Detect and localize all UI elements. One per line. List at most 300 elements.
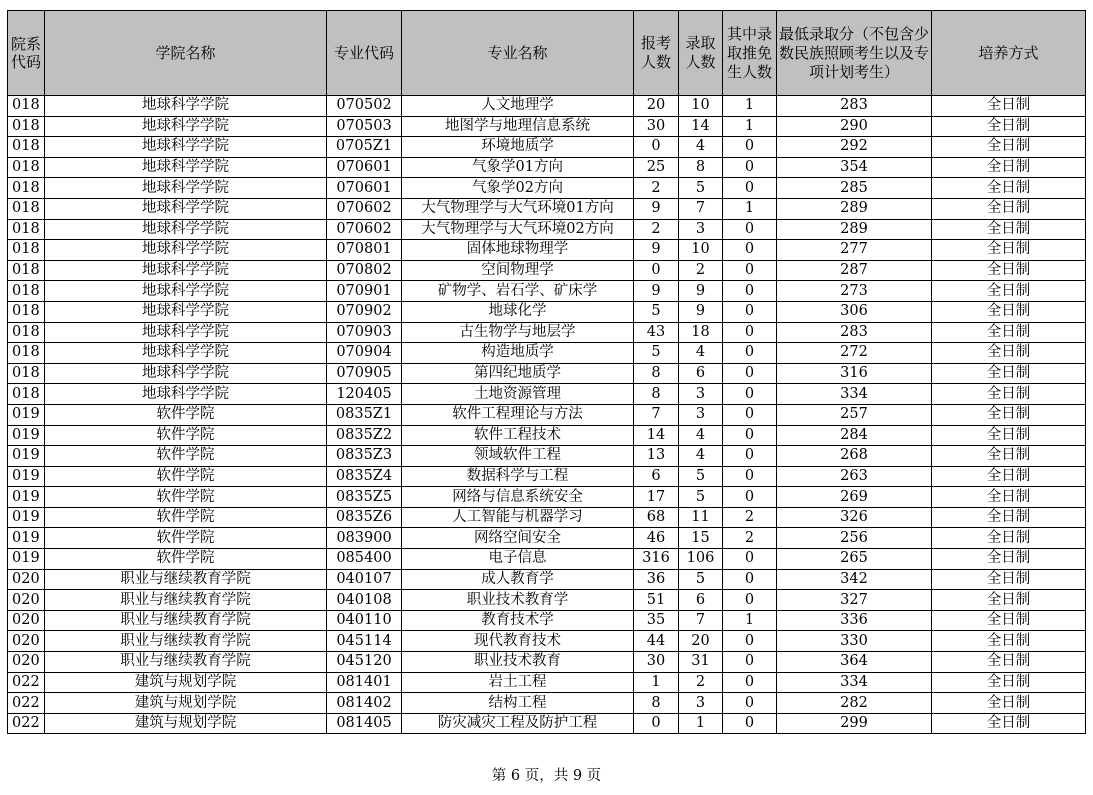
cell-applicants: 5 bbox=[634, 343, 679, 364]
cell-exempt: 0 bbox=[723, 549, 777, 570]
table-row bbox=[8, 528, 1086, 549]
cell-dept-code: 018 bbox=[8, 137, 45, 158]
table-row bbox=[8, 446, 1086, 467]
cell-mode: 全日制 bbox=[932, 569, 1086, 590]
cell-applicants: 9 bbox=[634, 240, 679, 261]
cell-applicants: 8 bbox=[634, 384, 679, 405]
cell-major-code: 0705Z1 bbox=[327, 137, 402, 158]
cell-min-score: 285 bbox=[777, 178, 932, 199]
cell-exempt: 0 bbox=[723, 301, 777, 322]
cell-major-code: 081405 bbox=[327, 713, 402, 734]
cell-applicants: 0 bbox=[634, 137, 679, 158]
cell-admitted: 9 bbox=[679, 281, 723, 302]
cell-exempt: 0 bbox=[723, 343, 777, 364]
cell-applicants: 7 bbox=[634, 404, 679, 425]
cell-exempt: 0 bbox=[723, 446, 777, 467]
cell-min-score: 290 bbox=[777, 116, 932, 137]
cell-min-score: 268 bbox=[777, 446, 932, 467]
cell-dept-code: 022 bbox=[8, 713, 45, 734]
cell-exempt: 2 bbox=[723, 528, 777, 549]
cell-exempt: 1 bbox=[723, 116, 777, 137]
cell-min-score: 289 bbox=[777, 198, 932, 219]
cell-major-name: 软件工程技术 bbox=[402, 425, 634, 446]
cell-exempt: 1 bbox=[723, 96, 777, 117]
cell-dept-name: 软件学院 bbox=[45, 466, 327, 487]
cell-exempt: 0 bbox=[723, 672, 777, 693]
cell-applicants: 2 bbox=[634, 219, 679, 240]
cell-applicants: 46 bbox=[634, 528, 679, 549]
cell-major-name: 职业技术教育 bbox=[402, 652, 634, 673]
cell-major-name: 气象学01方向 bbox=[402, 157, 634, 178]
cell-dept-code: 020 bbox=[8, 652, 45, 673]
cell-major-code: 040110 bbox=[327, 610, 402, 631]
cell-dept-code: 022 bbox=[8, 693, 45, 714]
cell-admitted: 31 bbox=[679, 652, 723, 673]
cell-min-score: 273 bbox=[777, 281, 932, 302]
cell-major-code: 070601 bbox=[327, 157, 402, 178]
cell-mode: 全日制 bbox=[932, 466, 1086, 487]
table-header-row bbox=[8, 11, 1086, 96]
table-row bbox=[8, 260, 1086, 281]
cell-applicants: 43 bbox=[634, 322, 679, 343]
cell-major-code: 081402 bbox=[327, 693, 402, 714]
cell-dept-name: 地球科学学院 bbox=[45, 157, 327, 178]
cell-mode: 全日制 bbox=[932, 610, 1086, 631]
cell-min-score: 256 bbox=[777, 528, 932, 549]
cell-admitted: 5 bbox=[679, 178, 723, 199]
cell-applicants: 6 bbox=[634, 466, 679, 487]
cell-exempt: 0 bbox=[723, 363, 777, 384]
cell-dept-name: 软件学院 bbox=[45, 404, 327, 425]
cell-exempt: 0 bbox=[723, 466, 777, 487]
cell-major-code: 070602 bbox=[327, 198, 402, 219]
cell-dept-code: 019 bbox=[8, 466, 45, 487]
cell-major-name: 土地资源管理 bbox=[402, 384, 634, 405]
header-mode: 培养方式 bbox=[932, 11, 1086, 96]
table-row bbox=[8, 549, 1086, 570]
cell-major-name: 地图学与地理信息系统 bbox=[402, 116, 634, 137]
cell-admitted: 1 bbox=[679, 713, 723, 734]
cell-major-code: 070901 bbox=[327, 281, 402, 302]
cell-min-score: 287 bbox=[777, 260, 932, 281]
cell-major-code: 0835Z1 bbox=[327, 404, 402, 425]
cell-admitted: 4 bbox=[679, 137, 723, 158]
cell-dept-name: 地球科学学院 bbox=[45, 198, 327, 219]
cell-dept-name: 地球科学学院 bbox=[45, 384, 327, 405]
table-row bbox=[8, 652, 1086, 673]
cell-applicants: 68 bbox=[634, 507, 679, 528]
cell-dept-name: 建筑与规划学院 bbox=[45, 713, 327, 734]
page-footer: 第 6 页，共 9 页 bbox=[491, 768, 602, 784]
cell-applicants: 44 bbox=[634, 631, 679, 652]
cell-major-code: 081401 bbox=[327, 672, 402, 693]
table-row bbox=[8, 137, 1086, 158]
table-row bbox=[8, 713, 1086, 734]
cell-dept-name: 地球科学学院 bbox=[45, 137, 327, 158]
cell-dept-code: 020 bbox=[8, 631, 45, 652]
cell-dept-code: 019 bbox=[8, 404, 45, 425]
cell-dept-code: 018 bbox=[8, 219, 45, 240]
cell-major-name: 环境地质学 bbox=[402, 137, 634, 158]
cell-major-code: 045114 bbox=[327, 631, 402, 652]
cell-admitted: 106 bbox=[679, 549, 723, 570]
cell-min-score: 277 bbox=[777, 240, 932, 261]
cell-dept-name: 地球科学学院 bbox=[45, 281, 327, 302]
cell-major-code: 070902 bbox=[327, 301, 402, 322]
cell-dept-name: 职业与继续教育学院 bbox=[45, 590, 327, 611]
cell-applicants: 20 bbox=[634, 96, 679, 117]
cell-exempt: 0 bbox=[723, 260, 777, 281]
cell-mode: 全日制 bbox=[932, 322, 1086, 343]
cell-admitted: 5 bbox=[679, 466, 723, 487]
cell-dept-code: 018 bbox=[8, 116, 45, 137]
cell-dept-name: 地球科学学院 bbox=[45, 260, 327, 281]
cell-min-score: 334 bbox=[777, 384, 932, 405]
cell-exempt: 2 bbox=[723, 507, 777, 528]
cell-exempt: 0 bbox=[723, 652, 777, 673]
cell-admitted: 18 bbox=[679, 322, 723, 343]
cell-dept-name: 地球科学学院 bbox=[45, 240, 327, 261]
cell-admitted: 2 bbox=[679, 260, 723, 281]
cell-exempt: 0 bbox=[723, 281, 777, 302]
cell-mode: 全日制 bbox=[932, 116, 1086, 137]
cell-dept-name: 职业与继续教育学院 bbox=[45, 631, 327, 652]
cell-exempt: 0 bbox=[723, 590, 777, 611]
cell-mode: 全日制 bbox=[932, 363, 1086, 384]
table-row bbox=[8, 610, 1086, 631]
cell-exempt: 0 bbox=[723, 713, 777, 734]
cell-mode: 全日制 bbox=[932, 301, 1086, 322]
cell-major-name: 地球化学 bbox=[402, 301, 634, 322]
cell-admitted: 4 bbox=[679, 425, 723, 446]
cell-min-score: 316 bbox=[777, 363, 932, 384]
cell-exempt: 0 bbox=[723, 631, 777, 652]
table-row bbox=[8, 281, 1086, 302]
cell-mode: 全日制 bbox=[932, 590, 1086, 611]
cell-major-code: 0835Z6 bbox=[327, 507, 402, 528]
cell-admitted: 4 bbox=[679, 446, 723, 467]
cell-dept-name: 软件学院 bbox=[45, 507, 327, 528]
cell-major-code: 045120 bbox=[327, 652, 402, 673]
table-row bbox=[8, 240, 1086, 261]
cell-major-name: 防灾减灾工程及防护工程 bbox=[402, 713, 634, 734]
cell-dept-code: 018 bbox=[8, 363, 45, 384]
cell-major-code: 0835Z5 bbox=[327, 487, 402, 508]
table-row bbox=[8, 157, 1086, 178]
cell-applicants: 17 bbox=[634, 487, 679, 508]
cell-mode: 全日制 bbox=[932, 631, 1086, 652]
cell-mode: 全日制 bbox=[932, 137, 1086, 158]
cell-applicants: 36 bbox=[634, 569, 679, 590]
cell-exempt: 0 bbox=[723, 487, 777, 508]
cell-admitted: 2 bbox=[679, 672, 723, 693]
cell-mode: 全日制 bbox=[932, 549, 1086, 570]
cell-dept-code: 018 bbox=[8, 96, 45, 117]
cell-major-code: 120405 bbox=[327, 384, 402, 405]
cell-mode: 全日制 bbox=[932, 446, 1086, 467]
table-row bbox=[8, 219, 1086, 240]
cell-applicants: 0 bbox=[634, 260, 679, 281]
cell-applicants: 9 bbox=[634, 281, 679, 302]
cell-major-name: 领域软件工程 bbox=[402, 446, 634, 467]
cell-admitted: 10 bbox=[679, 240, 723, 261]
cell-dept-name: 地球科学学院 bbox=[45, 322, 327, 343]
cell-min-score: 284 bbox=[777, 425, 932, 446]
cell-applicants: 30 bbox=[634, 116, 679, 137]
table-row bbox=[8, 178, 1086, 199]
cell-min-score: 334 bbox=[777, 672, 932, 693]
cell-min-score: 326 bbox=[777, 507, 932, 528]
cell-dept-name: 职业与继续教育学院 bbox=[45, 652, 327, 673]
cell-applicants: 13 bbox=[634, 446, 679, 467]
cell-dept-name: 软件学院 bbox=[45, 528, 327, 549]
cell-major-code: 070903 bbox=[327, 322, 402, 343]
table-row bbox=[8, 96, 1086, 117]
cell-min-score: 354 bbox=[777, 157, 932, 178]
cell-admitted: 6 bbox=[679, 363, 723, 384]
cell-major-name: 现代教育技术 bbox=[402, 631, 634, 652]
header-major-name: 专业名称 bbox=[402, 11, 634, 96]
cell-major-name: 大气物理学与大气环境02方向 bbox=[402, 219, 634, 240]
cell-dept-code: 018 bbox=[8, 384, 45, 405]
cell-major-code: 040107 bbox=[327, 569, 402, 590]
cell-dept-code: 018 bbox=[8, 178, 45, 199]
table-row bbox=[8, 116, 1086, 137]
cell-dept-code: 019 bbox=[8, 549, 45, 570]
cell-applicants: 51 bbox=[634, 590, 679, 611]
cell-mode: 全日制 bbox=[932, 198, 1086, 219]
cell-mode: 全日制 bbox=[932, 404, 1086, 425]
cell-major-code: 070904 bbox=[327, 343, 402, 364]
cell-admitted: 14 bbox=[679, 116, 723, 137]
cell-applicants: 30 bbox=[634, 652, 679, 673]
cell-major-name: 数据科学与工程 bbox=[402, 466, 634, 487]
cell-admitted: 8 bbox=[679, 157, 723, 178]
cell-min-score: 306 bbox=[777, 301, 932, 322]
cell-dept-code: 018 bbox=[8, 260, 45, 281]
header-admitted: 录取人数 bbox=[679, 11, 723, 96]
table-row bbox=[8, 487, 1086, 508]
header-min-score: 最低录取分（不包含少数民族照顾考生以及专项计划考生） bbox=[777, 11, 932, 96]
cell-major-code: 0835Z4 bbox=[327, 466, 402, 487]
cell-dept-code: 018 bbox=[8, 281, 45, 302]
cell-min-score: 289 bbox=[777, 219, 932, 240]
cell-major-name: 岩土工程 bbox=[402, 672, 634, 693]
cell-applicants: 2 bbox=[634, 178, 679, 199]
cell-min-score: 342 bbox=[777, 569, 932, 590]
cell-mode: 全日制 bbox=[932, 528, 1086, 549]
cell-exempt: 0 bbox=[723, 404, 777, 425]
cell-min-score: 283 bbox=[777, 96, 932, 117]
cell-dept-code: 020 bbox=[8, 610, 45, 631]
cell-mode: 全日制 bbox=[932, 713, 1086, 734]
cell-mode: 全日制 bbox=[932, 672, 1086, 693]
cell-applicants: 25 bbox=[634, 157, 679, 178]
cell-admitted: 4 bbox=[679, 343, 723, 364]
cell-exempt: 0 bbox=[723, 219, 777, 240]
cell-mode: 全日制 bbox=[932, 96, 1086, 117]
header-major-code: 专业代码 bbox=[327, 11, 402, 96]
cell-exempt: 0 bbox=[723, 157, 777, 178]
cell-mode: 全日制 bbox=[932, 343, 1086, 364]
cell-dept-name: 职业与继续教育学院 bbox=[45, 610, 327, 631]
cell-dept-name: 地球科学学院 bbox=[45, 301, 327, 322]
cell-min-score: 269 bbox=[777, 487, 932, 508]
cell-major-name: 固体地球物理学 bbox=[402, 240, 634, 261]
cell-major-name: 电子信息 bbox=[402, 549, 634, 570]
table-row bbox=[8, 198, 1086, 219]
cell-major-name: 网络空间安全 bbox=[402, 528, 634, 549]
cell-applicants: 5 bbox=[634, 301, 679, 322]
cell-major-code: 070502 bbox=[327, 96, 402, 117]
cell-admitted: 10 bbox=[679, 96, 723, 117]
cell-major-code: 070905 bbox=[327, 363, 402, 384]
cell-applicants: 316 bbox=[634, 549, 679, 570]
cell-major-name: 教育技术学 bbox=[402, 610, 634, 631]
cell-major-name: 构造地质学 bbox=[402, 343, 634, 364]
cell-dept-code: 018 bbox=[8, 198, 45, 219]
table-body bbox=[8, 96, 1086, 734]
header-applicants: 报考人数 bbox=[634, 11, 679, 96]
cell-admitted: 7 bbox=[679, 610, 723, 631]
cell-major-name: 第四纪地质学 bbox=[402, 363, 634, 384]
cell-applicants: 8 bbox=[634, 363, 679, 384]
table-row bbox=[8, 425, 1086, 446]
cell-dept-name: 建筑与规划学院 bbox=[45, 672, 327, 693]
cell-major-name: 气象学02方向 bbox=[402, 178, 634, 199]
cell-dept-name: 地球科学学院 bbox=[45, 219, 327, 240]
cell-major-name: 软件工程理论与方法 bbox=[402, 404, 634, 425]
cell-mode: 全日制 bbox=[932, 693, 1086, 714]
cell-major-name: 人工智能与机器学习 bbox=[402, 507, 634, 528]
cell-major-code: 0835Z2 bbox=[327, 425, 402, 446]
cell-mode: 全日制 bbox=[932, 507, 1086, 528]
cell-dept-name: 软件学院 bbox=[45, 549, 327, 570]
cell-major-code: 070802 bbox=[327, 260, 402, 281]
cell-major-code: 070503 bbox=[327, 116, 402, 137]
cell-major-code: 070601 bbox=[327, 178, 402, 199]
cell-min-score: 299 bbox=[777, 713, 932, 734]
table-row bbox=[8, 404, 1086, 425]
cell-min-score: 283 bbox=[777, 322, 932, 343]
table-row bbox=[8, 631, 1086, 652]
cell-exempt: 0 bbox=[723, 693, 777, 714]
cell-min-score: 330 bbox=[777, 631, 932, 652]
cell-exempt: 0 bbox=[723, 569, 777, 590]
cell-min-score: 257 bbox=[777, 404, 932, 425]
cell-dept-code: 020 bbox=[8, 590, 45, 611]
cell-major-name: 成人教育学 bbox=[402, 569, 634, 590]
table-row bbox=[8, 466, 1086, 487]
cell-admitted: 6 bbox=[679, 590, 723, 611]
cell-mode: 全日制 bbox=[932, 487, 1086, 508]
cell-admitted: 7 bbox=[679, 198, 723, 219]
cell-mode: 全日制 bbox=[932, 240, 1086, 261]
cell-major-code: 0835Z3 bbox=[327, 446, 402, 467]
table-row bbox=[8, 507, 1086, 528]
header-dept-name: 学院名称 bbox=[45, 11, 327, 96]
cell-admitted: 11 bbox=[679, 507, 723, 528]
cell-major-name: 职业技术教育学 bbox=[402, 590, 634, 611]
cell-admitted: 3 bbox=[679, 219, 723, 240]
table-row bbox=[8, 672, 1086, 693]
cell-dept-code: 022 bbox=[8, 672, 45, 693]
cell-applicants: 9 bbox=[634, 198, 679, 219]
cell-mode: 全日制 bbox=[932, 157, 1086, 178]
cell-dept-name: 软件学院 bbox=[45, 487, 327, 508]
cell-dept-code: 018 bbox=[8, 301, 45, 322]
cell-dept-name: 地球科学学院 bbox=[45, 178, 327, 199]
cell-major-name: 矿物学、岩石学、矿床学 bbox=[402, 281, 634, 302]
cell-admitted: 15 bbox=[679, 528, 723, 549]
cell-min-score: 265 bbox=[777, 549, 932, 570]
cell-major-name: 空间物理学 bbox=[402, 260, 634, 281]
cell-mode: 全日制 bbox=[932, 652, 1086, 673]
cell-major-code: 070801 bbox=[327, 240, 402, 261]
cell-mode: 全日制 bbox=[932, 425, 1086, 446]
cell-admitted: 3 bbox=[679, 384, 723, 405]
cell-dept-code: 019 bbox=[8, 487, 45, 508]
cell-admitted: 9 bbox=[679, 301, 723, 322]
cell-min-score: 364 bbox=[777, 652, 932, 673]
cell-exempt: 1 bbox=[723, 198, 777, 219]
cell-admitted: 3 bbox=[679, 404, 723, 425]
cell-dept-name: 软件学院 bbox=[45, 425, 327, 446]
table-row bbox=[8, 363, 1086, 384]
cell-min-score: 336 bbox=[777, 610, 932, 631]
cell-dept-code: 018 bbox=[8, 240, 45, 261]
cell-mode: 全日制 bbox=[932, 178, 1086, 199]
cell-dept-name: 地球科学学院 bbox=[45, 116, 327, 137]
cell-dept-code: 019 bbox=[8, 446, 45, 467]
cell-min-score: 292 bbox=[777, 137, 932, 158]
cell-major-code: 085400 bbox=[327, 549, 402, 570]
cell-min-score: 263 bbox=[777, 466, 932, 487]
cell-exempt: 1 bbox=[723, 610, 777, 631]
header-dept-code: 院系代码 bbox=[8, 11, 45, 96]
cell-major-code: 083900 bbox=[327, 528, 402, 549]
cell-applicants: 14 bbox=[634, 425, 679, 446]
header-exempt: 其中录取推免生人数 bbox=[723, 11, 777, 96]
cell-applicants: 35 bbox=[634, 610, 679, 631]
cell-major-name: 古生物学与地层学 bbox=[402, 322, 634, 343]
cell-major-code: 070602 bbox=[327, 219, 402, 240]
cell-min-score: 282 bbox=[777, 693, 932, 714]
cell-exempt: 0 bbox=[723, 322, 777, 343]
cell-mode: 全日制 bbox=[932, 219, 1086, 240]
cell-mode: 全日制 bbox=[932, 260, 1086, 281]
cell-exempt: 0 bbox=[723, 137, 777, 158]
cell-dept-name: 软件学院 bbox=[45, 446, 327, 467]
table-row bbox=[8, 693, 1086, 714]
cell-major-name: 结构工程 bbox=[402, 693, 634, 714]
table-row bbox=[8, 343, 1086, 364]
cell-dept-code: 020 bbox=[8, 569, 45, 590]
table-row bbox=[8, 322, 1086, 343]
table-row bbox=[8, 384, 1086, 405]
cell-exempt: 0 bbox=[723, 425, 777, 446]
table-row bbox=[8, 301, 1086, 322]
cell-applicants: 8 bbox=[634, 693, 679, 714]
cell-exempt: 0 bbox=[723, 178, 777, 199]
cell-dept-name: 地球科学学院 bbox=[45, 343, 327, 364]
cell-major-name: 大气物理学与大气环境01方向 bbox=[402, 198, 634, 219]
table-row bbox=[8, 590, 1086, 611]
cell-mode: 全日制 bbox=[932, 281, 1086, 302]
cell-mode: 全日制 bbox=[932, 384, 1086, 405]
cell-dept-code: 019 bbox=[8, 507, 45, 528]
cell-dept-name: 地球科学学院 bbox=[45, 96, 327, 117]
